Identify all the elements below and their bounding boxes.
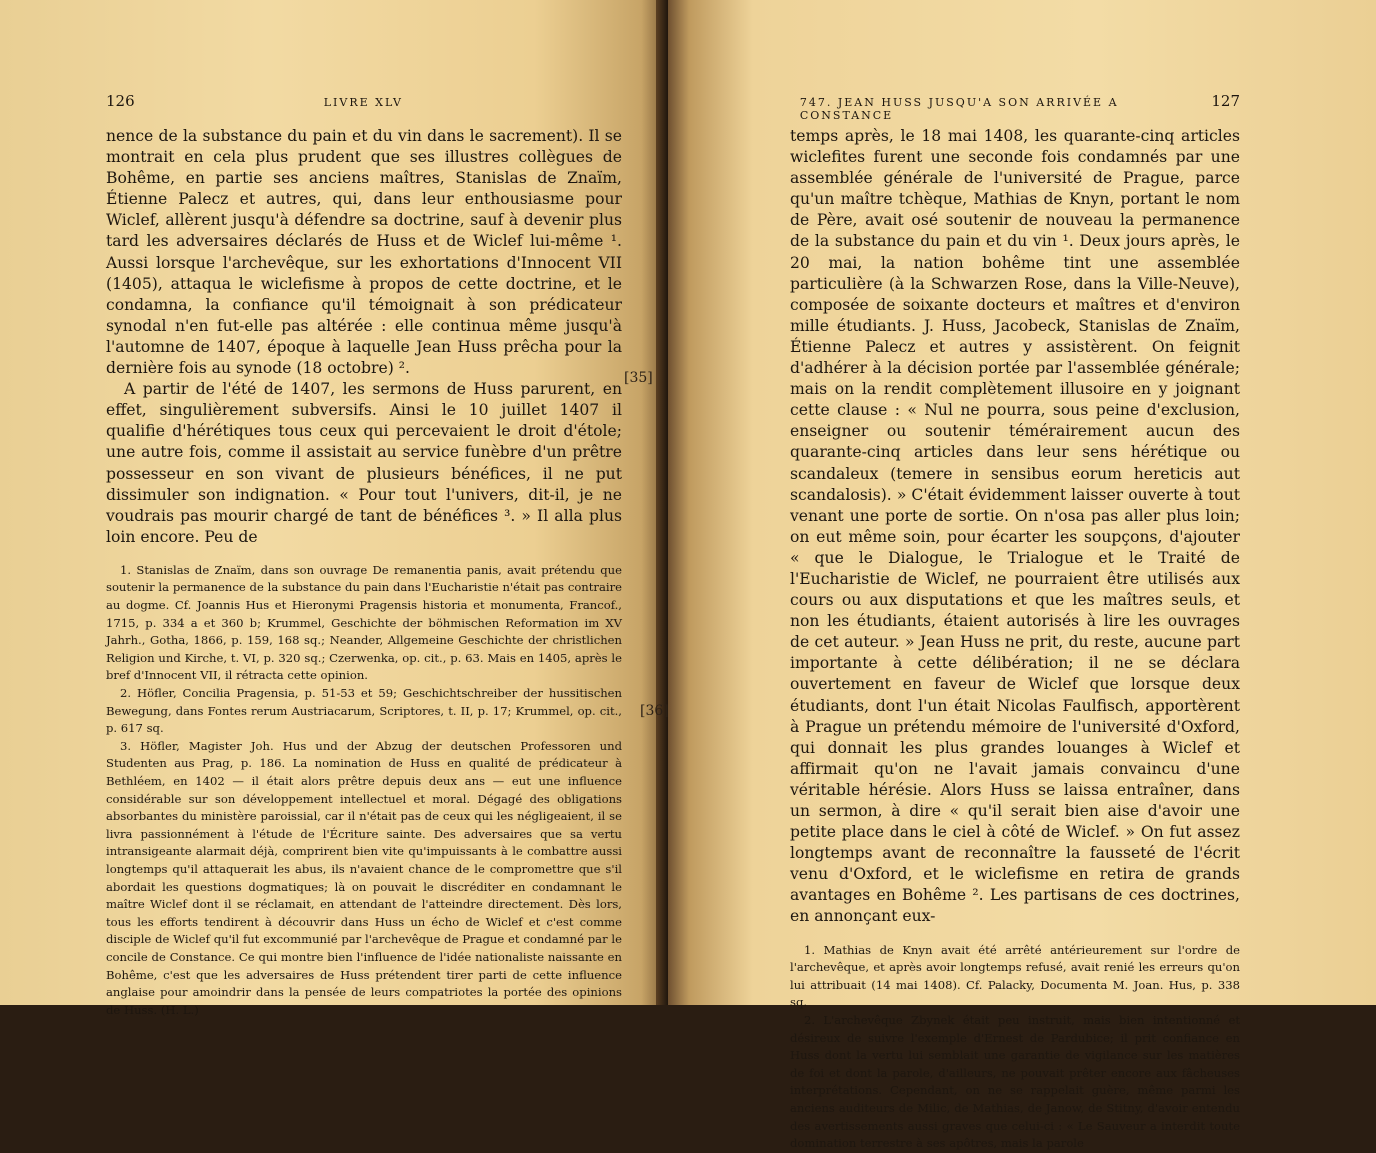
right-margin-marker: [36]: [640, 703, 669, 719]
right-footnotes: [790, 942, 1240, 1153]
left-footnotes: [106, 562, 622, 1019]
right-body-text: [790, 126, 1240, 928]
left-margin-marker: [35]: [624, 370, 653, 386]
left-footnote-2: 2. Höfler, Concilia Pragensia, p. 51-53 et 59; Geschichtschreiber der hussitischen Bewegung, dans Fontes rerum Austriacarum, Scriptores, t. II, p. 17; Krummel, op. cit., p. 617 sq.: [106, 686, 622, 736]
left-footnote-1: 1. Stanislas de Znaïm, dans son ouvrage De remanentia panis, avait prétendu que soutenir la permanence de la substance du pain dans l'Eucharistie n'était pas contraire au dogme. Cf. Joannis Hus et Hieronymi Pragensis historia et monumenta, Francof., 1715, p. 334 a et 360 b; Krummel, Geschichte der böhmischen Reformation im XV Jahrh., Gotha, 1866, p. 159, 168 sq.; Neander, Allgemeine Geschichte der christlichen Religion und Kirche, t. VI, p. 320 sq.; Czerwenka, op. cit., p. 63. Mais en 1405, après le bref d'Innocent VII, il rétracta cette opinion.: [106, 562, 622, 683]
left-body-text: [106, 126, 622, 548]
left-running-title: LIVRE XLV: [323, 96, 403, 109]
right-footnote-2: 2. L'archevêque Zbynek était peu instruit, mais bien intentionné et désireux de suivre l'exemple d'Ernest de Pardubice; il prit confiance en Huss dont la vertu lui semblait une garantie de vigilance sur les matières de foi et dont la parole, d'ailleurs, ne pouvait prêter encore aux fâcheuses interprétations. Cependant, on ne se rappelait guère, même parmi les anciens auditeurs de Milic, de Mathias, de Janow, de Stitny, d'avoir entendu des avertissements aussi graves que celui-ci : « Le Sauveur a interdit toute domination terrestre à ses apôtres, mais la parole: [790, 1012, 1240, 1151]
right-page: [640, 0, 1376, 1151]
left-page-number: 126: [106, 92, 135, 110]
right-footnote-1: 1. Mathias de Knyn avait été arrêté antérieurement sur l'ordre de l'archevêque, et après avoir longtemps refusé, avait renié les erreurs qu'on lui attribuait (14 mai 1408). Cf. Palacky, Documenta M. Joan. Hus, p. 338 sq.: [790, 942, 1240, 1010]
right-running-head: [790, 92, 1240, 126]
left-footnote-3: 3. Höfler, Magister Joh. Hus und der Abzug der deutschen Professoren und Studenten aus Prag, p. 186. La nomination de Huss en qualité de prédicateur à Bethléem, en 1402 — il était alors prêtre depuis deux ans — eut une influence considérable sur son développement intellectuel et moral. Dégagé des obligations absorbantes du ministère paroissial, car il n'était pas de ceux qui les négligeaient, il se livra passionnément à l'étude de l'Écriture sainte. Des adversaires que sa vertu intransigeante alarmait déjà, comprirent bien vite qu'impuissants à le combattre aussi longtemps qu'il attaquerait les abus, ils n'avaient chance de le compromettre que s'il abordait les questions dogmatiques; là on pouvait le discréditer en condamnant le maître Wiclef dont il se réclamait, en attendant de l'atteindre directement. Dès lors, tous les efforts tendirent à découvrir dans Huss un écho de Wiclef et c'est comme disciple de Wiclef qu'il fut excommunié par l'archevêque de Prague et condamné par le concile de Constance. Ce qui montre bien l'influence de l'idée nationaliste naissante en Bohême, c'est que les adversaires de Huss prétendent tirer parti de cette influence anglaise pour amoindrir dans la pensée de leurs compatriotes la portée des opinions de Huss. (H. L.): [106, 738, 622, 1017]
right-page-number: 127: [1211, 92, 1240, 110]
left-paragraph-2: A partir de l'été de 1407, les sermons de Huss parurent, en effet, singulièrement subversifs. Ainsi le 10 juillet 1407 il qualifie d'hérétiques tous ceux qui percevaient le droit d'étole; une autre fois, comme il assistait au service funèbre d'un prêtre possesseur en son vivant de plusieurs bénéfices, il ne put dissimuler son indignation. « Pour tout l'univers, dit-il, je ne voudrais pas mourir chargé de tant de bénéfices ³. » Il alla plus loin encore. Peu de: [106, 380, 622, 546]
left-page: [0, 0, 668, 1017]
left-running-head: [106, 92, 622, 126]
left-paragraph-1: nence de la substance du pain et du vin dans le sacrement). Il se montrait en cela plus prudent que ses illustres collègues de Bohême, en partie ses anciens maîtres, Stanislas de Znaïm, Étienne Palecz et autres, qui, dans leur enthousiasme pour Wiclef, allèrent jusqu'à défendre sa doctrine, sauf à devenir plus tard les adversaires déclarés de Huss et de Wiclef lui-même ¹. Aussi lorsque l'archevêque, sur les exhortations d'Innocent VII (1405), attaqua le wiclefisme à propos de cette doctrine, et le condamna, la confiance qu'il témoignait à son prédicateur synodal n'en fut-elle pas altérée : elle continua même jusqu'à l'automne de 1407, époque à laquelle Jean Huss prêcha pour la dernière fois au synode (18 octobre) ².: [106, 127, 622, 378]
right-running-title: 747. JEAN HUSS JUSQU'A SON ARRIVÉE A CONSTANCE: [799, 96, 1119, 122]
right-paragraph-1: temps après, le 18 mai 1408, les quarante-cinq articles wiclefites furent une seconde fois condamnés par une assemblée générale de l'université de Prague, parce qu'un maître tchèque, Mathias de Knyn, portant le nom de Père, avait osé soutenir de nouveau la permanence de la substance du pain et du vin ¹. Deux jours après, le 20 mai, la nation bohême tint une assemblée particulière (à la Schwarzen Rose, dans la Ville-Neuve), composée de soixante docteurs et maîtres et d'environ mille étudiants. J. Huss, Jacobeck, Stanislas de Znaïm, Étienne Palecz et autres y assistèrent. On feignit d'adhérer à la décision portée par l'assemblée générale; mais on la rendit complètement illusoire en y joignant cette clause : « Nul ne pourra, sous peine d'exclusion, enseigner ou soutenir témérairement aucun des quarante-cinq articles dans leur sens hérétique ou scandaleux (temere in sensibus eorum hereticis aut scandalosis). » C'était évidemment laisser ouverte à tout venant une porte de sortie. On n'osa pas aller plus loin; on eut même soin, pour écarter les soupçons, d'ajouter « que le Dialogue, le Trialogue et le Traité de l'Eucharistie de Wiclef, ne pourraient être utilisés aux cours ou aux disputations et que les maîtres seuls, et non les étudiants, étaient autorisés à lire les ouvrages de cet auteur. » Jean Huss ne prit, du reste, aucune part importante à cette délibération; il ne se déclara ouvertement en faveur de Wiclef que lorsque deux étudiants, dont l'un était Nicolas Faulfisch, apportèrent à Prague un prétendu mémoire de l'université d'Oxford, qui donnait les plus grandes louanges à Wiclef et affirmait qu'on ne l'avait jamais convaincu d'une véritable hérésie. Alors Huss se laissa entraîner, dans un sermon, à dire « qu'il serait bien aise d'avoir une petite place dans le ciel à côté de Wiclef. » On fut assez longtemps avant de reconnaître la fausseté de l'écrit venu d'Oxford, et le wiclefisme en retira de grands avantages en Bohême ². Les partisans de ces doctrines, en annonçant eux-: [790, 127, 1240, 926]
